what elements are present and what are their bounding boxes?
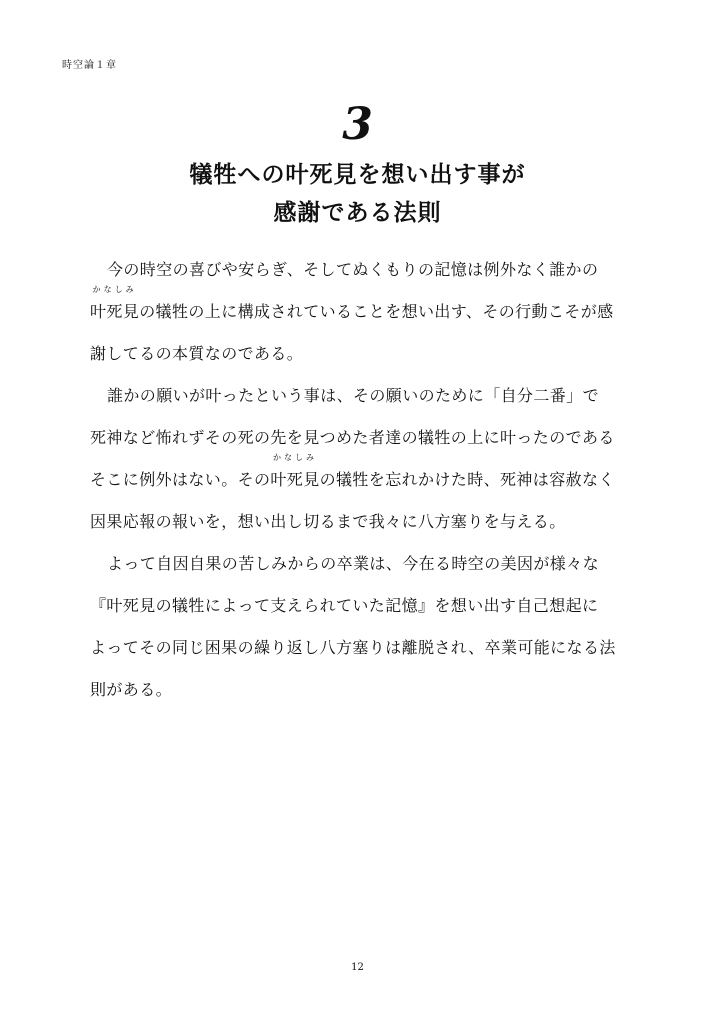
ruby-base: 叶死見 bbox=[270, 470, 320, 489]
page-number: 12 bbox=[351, 962, 364, 973]
paragraph-1-line-1: 今の時空の喜びや安らぎ、そしてぬくもりの記憶は例外なく誰かの bbox=[107, 260, 599, 279]
chapter-title-line-2: 感謝である法則 bbox=[273, 200, 442, 226]
running-header: 時空論１章 bbox=[62, 60, 117, 71]
chapter-title-line-1: 犠牲への叶死見を想い出す事が bbox=[189, 162, 526, 188]
paragraph-2-line-1: 誰かの願いが叶ったという事は、その願いのために「自分二番」で bbox=[107, 386, 600, 405]
paragraph-3-line-3: よってその同じ困果の繰り返し八方塞りは離脱され、卒業可能になる法 bbox=[90, 638, 616, 657]
line-rest: の犠牲の上に構成されていることを想い出す、その行動こそが感 bbox=[139, 302, 614, 321]
ruby-reading: かなしみ bbox=[273, 453, 317, 462]
line-rest: の犠牲を忘れかけた時、死神は容赦なく bbox=[319, 470, 615, 489]
line-start: そこに例外はない。その bbox=[90, 470, 271, 489]
paragraph-2-line-3 bbox=[90, 453, 625, 492]
paragraph-2-line-4: 因果応報の報いを，想い出し切るまで我々に八方塞りを与える。 bbox=[90, 512, 566, 531]
chapter-number: 3 bbox=[342, 99, 373, 150]
paragraph-3-line-2: 『叶死見の犠牲によって支えられていた記憶』を想い出す自己想起に bbox=[90, 596, 599, 615]
ruby-annotated-word bbox=[90, 285, 140, 324]
ruby-base: 叶死見 bbox=[90, 302, 140, 321]
paragraph-1-line-2 bbox=[90, 285, 625, 324]
paragraph-3-line-4: 則がある。 bbox=[90, 680, 173, 699]
paragraph-1-line-3: 謝してるの本質なのである。 bbox=[90, 344, 304, 363]
paragraph-2-line-2: 死神など怖れずその死の先を見つめた者達の犠牲の上に叶ったのである bbox=[90, 428, 615, 447]
paragraph-3-line-1: よって自因自果の苦しみからの卒業は、今在る時空の美因が様々な bbox=[107, 554, 600, 573]
ruby-annotated-word bbox=[270, 453, 320, 492]
ruby-reading: かなしみ bbox=[92, 285, 137, 294]
